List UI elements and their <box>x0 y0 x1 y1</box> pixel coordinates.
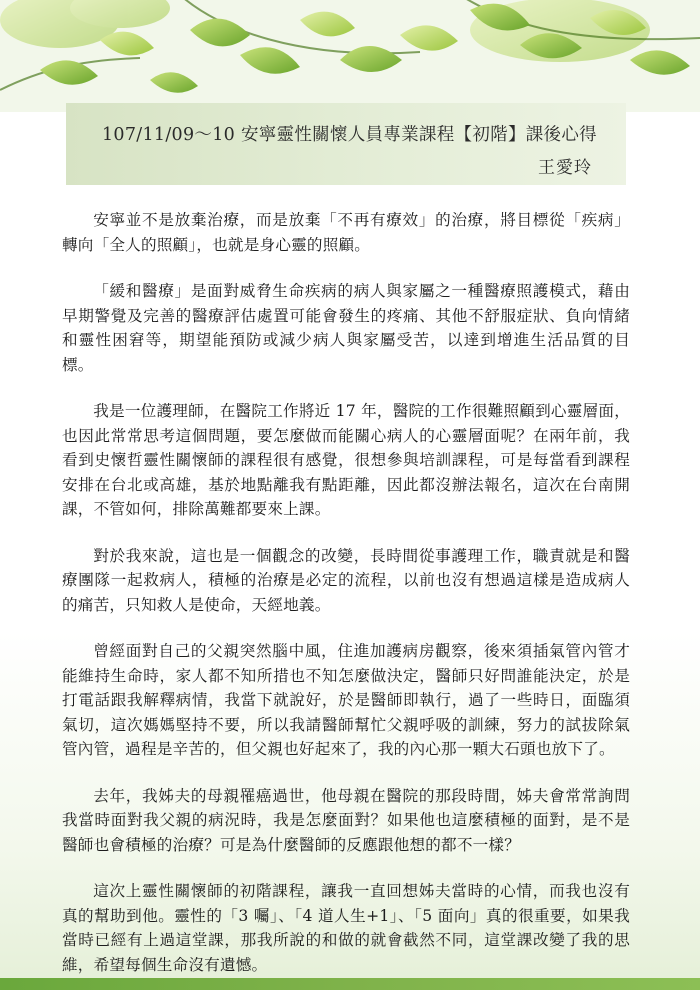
leaf-banner-image <box>0 0 700 112</box>
title-box <box>66 103 626 185</box>
paragraph-1: 安寧並不是放棄治療，而是放棄「不再有療效」的治療，將目標從「疾病」轉向「全人的照顧」，也就是身心靈的照顧。 <box>62 211 630 254</box>
paragraph-2: 「緩和醫療」是面對威脅生命疾病的病人與家屬之一種醫療照護模式，藉由早期警覺及完善的醫療評估處置可能會發生的疼痛、其他不舒服症狀、負向情緒和靈性困窘等，期望能預防或減少病人與家屬受苦，以達到增進生活品質的目標。 <box>62 282 630 374</box>
document-title: 107/11/09～10 安寧靈性關懷人員專業課程【初階】課後心得 <box>102 125 597 145</box>
paragraph-3: 我是一位護理師，在醫院工作將近 17 年，醫院的工作很難照顧到心靈層面，也因此常常思考這個問題，要怎麼做而能關心病人的心靈層面呢？在兩年前，我看到史懷哲靈性關懷師的課程很有感覺，很想參與培訓課程，可是每當看到課程安排在台北或高雄，基於地點離我有點距離，因此都沒辦法報名，這次在台南開課，不管如何，排除萬難都要來上課。 <box>62 402 630 518</box>
author-name: 王愛玲 <box>538 158 592 178</box>
bottom-green-bar <box>0 978 700 990</box>
essay-body <box>62 208 630 999</box>
paragraph-7: 這次上靈性關懷師的初階課程，讓我一直回想姊夫當時的心情，而我也沒有真的幫助到他。靈性的「3 囑」、「4 道人生+1」、「5 面向」真的很重要，如果我當時已經有上過這堂課，那我所說的和做的就會截然不同，這堂課改變了我的思維，希望每個生命沒有遺憾。 <box>62 882 630 974</box>
paragraph-4: 對於我來說，這也是一個觀念的改變，長時間從事護理工作，職責就是和醫療團隊一起救病人，積極的治療是必定的流程，以前也沒有想過這樣是造成病人的痛苦，只知救人是使命，天經地義。 <box>62 546 630 614</box>
paragraph-5: 曾經面對自己的父親突然腦中風，住進加護病房觀察，後來須插氣管內管才能維持生命時，家人都不知所措也不知怎麼做決定，醫師只好問誰能決定，於是打電話跟我解釋病情，我當下就說好，於是醫師即執行，過了一些時日，面臨須氣切，這次媽媽堅持不要，所以我請醫師幫忙父親呼吸的訓練，努力的試拔除氣管內管，過程是辛苦的，但父親也好起來了，我的內心那一顆大石頭也放下了。 <box>62 642 630 758</box>
paragraph-6: 去年，我姊夫的母親罹癌過世，他母親在醫院的那段時間，姊夫會常常詢問我當時面對我父親的病況時，我是怎麼面對？如果他也這麼積極的面對，是不是醫師也會積極的治療？可是為什麼醫師的反應跟他想的都不一樣？ <box>62 786 630 854</box>
leaves-decoration-icon <box>0 0 700 112</box>
